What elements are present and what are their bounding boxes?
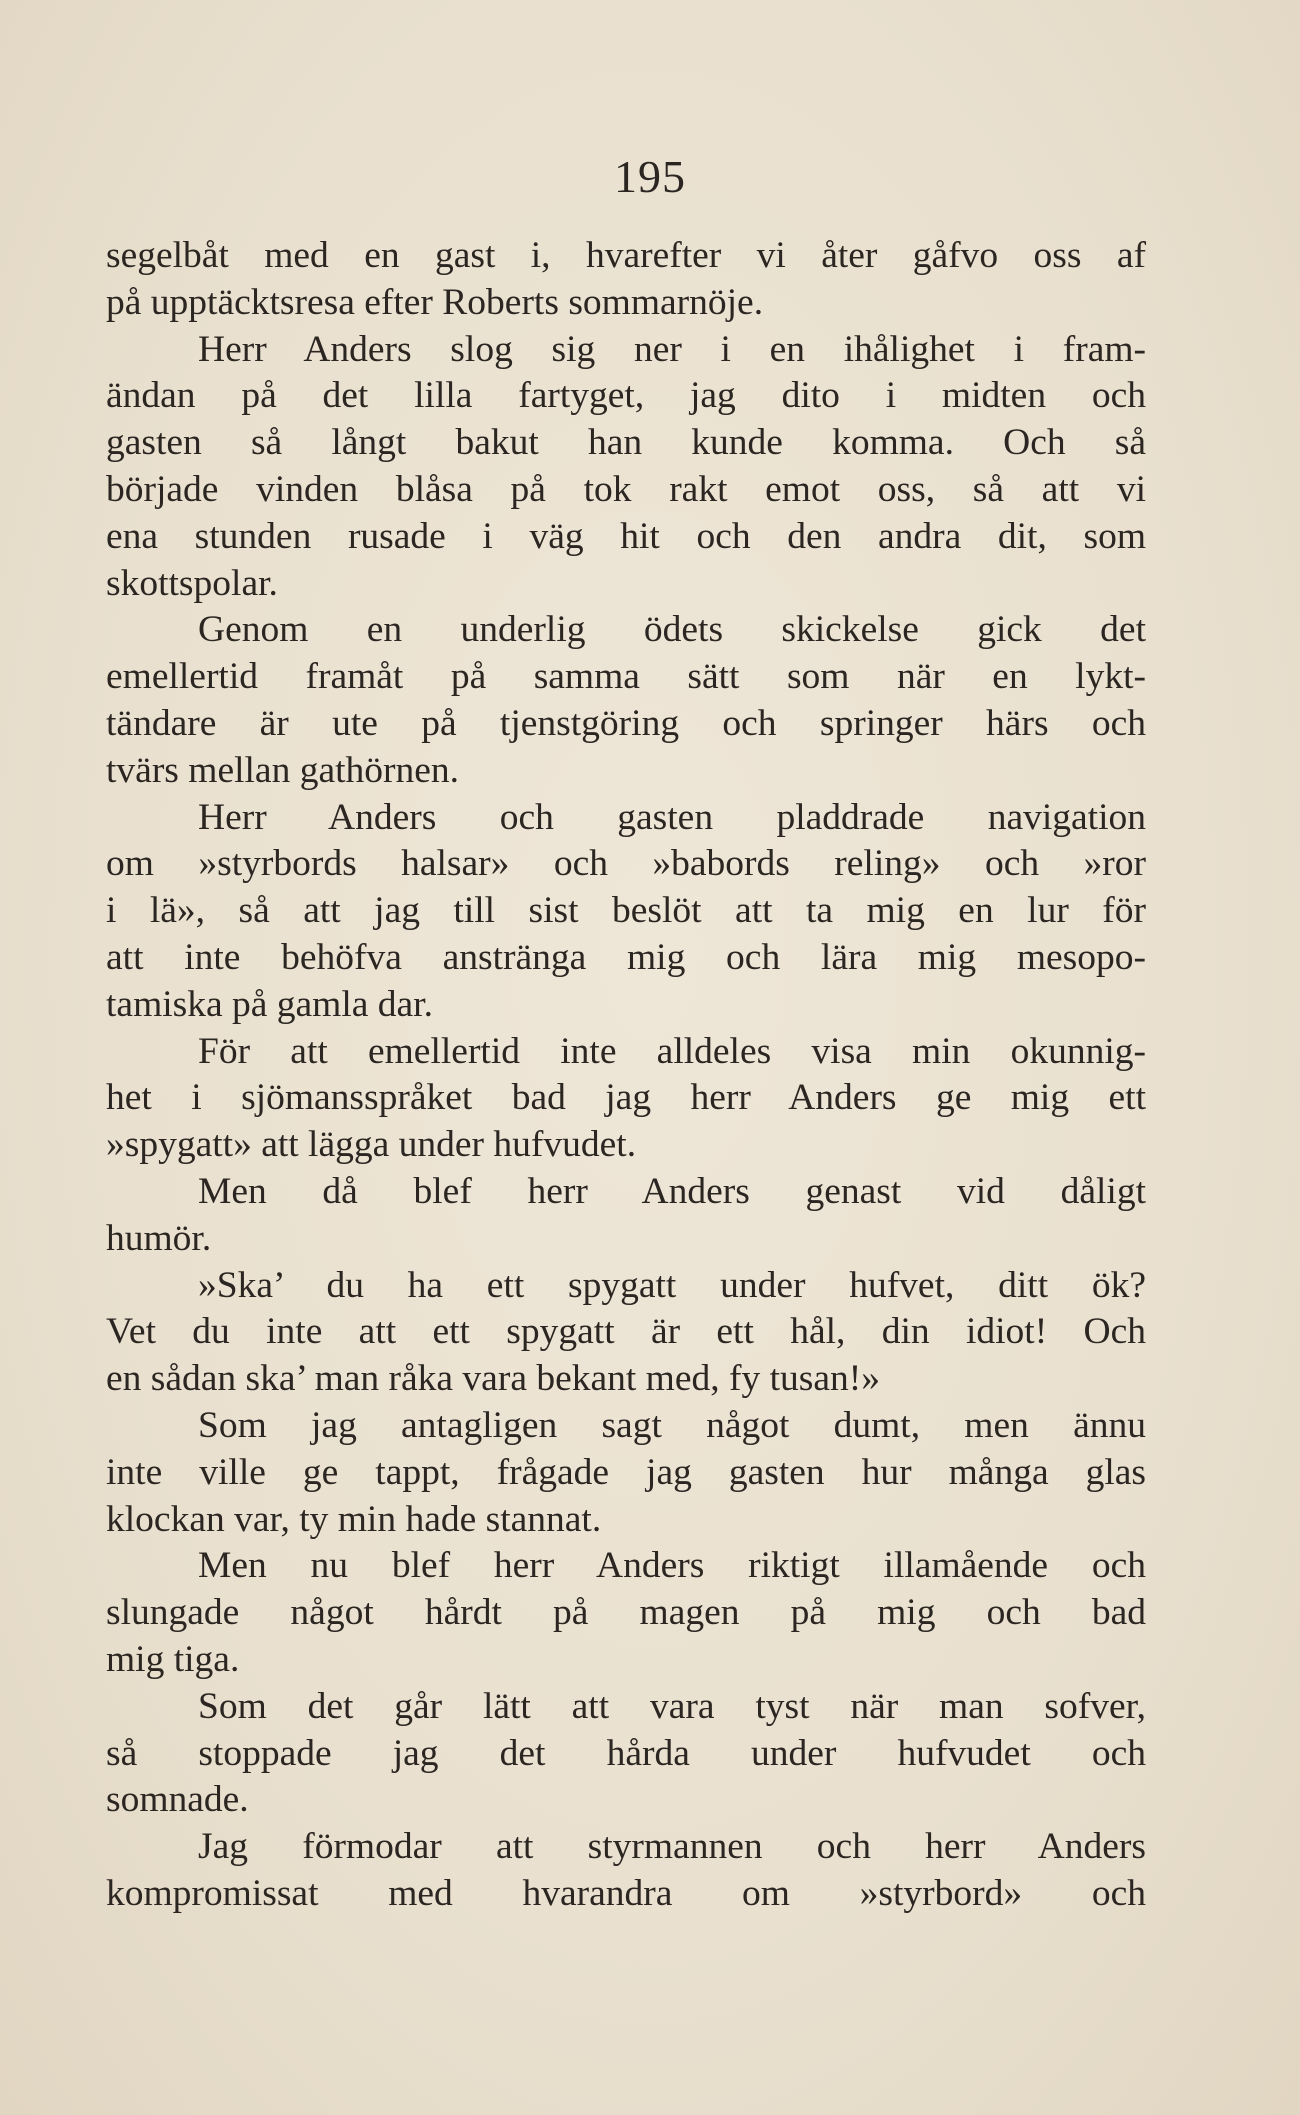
text-line: så stoppade jag det hårda under hufvudet och <box>106 1732 1146 1774</box>
text-line: gasten så långt bakut han kunde komma. Och så <box>106 422 1146 464</box>
text-line: Men nu blef herr Anders riktigt illamående och <box>198 1545 1146 1587</box>
text-line: humör. <box>106 1217 212 1259</box>
text-line: om »styrbords halsar» och »babords reling» och »ror <box>106 843 1146 885</box>
body-text <box>106 233 1146 1918</box>
text-line: Herr Anders slog sig ner i en ihålighet i fram- <box>198 328 1146 370</box>
text-line: en sådan ska’ man råka vara bekant med, fy tusan!» <box>106 1358 880 1400</box>
text-line: på upptäcktsresa efter Roberts sommarnöje. <box>106 281 764 323</box>
text-line: Men då blef herr Anders genast vid dåligt <box>198 1170 1146 1212</box>
text-line: klockan var, ty min hade stannat. <box>106 1498 602 1540</box>
text-line: skottspolar. <box>106 562 278 604</box>
text-line: emellertid framåt på samma sätt som när en lykt- <box>106 656 1146 698</box>
text-line: Herr Anders och gasten pladdrade navigation <box>198 796 1146 838</box>
text-line: mig tiga. <box>106 1638 240 1680</box>
text-line: inte ville ge tappt, frågade jag gasten hur många glas <box>106 1451 1146 1493</box>
text-line: För att emellertid inte alldeles visa min okunnig- <box>198 1030 1146 1072</box>
text-line: tvärs mellan gathörnen. <box>106 749 460 791</box>
text-line: somnade. <box>106 1779 249 1821</box>
text-line: »Ska’ du ha ett spygatt under hufvet, ditt ök? <box>198 1264 1146 1306</box>
text-line: »spygatt» att lägga under hufvudet. <box>106 1124 637 1166</box>
text-line: Som jag antagligen sagt något dumt, men ännu <box>198 1404 1146 1446</box>
text-line: Vet du inte att ett spygatt är ett hål, din idiot! Och <box>106 1311 1146 1353</box>
text-line: att inte behöfva anstränga mig och lära mig mesopo- <box>106 936 1146 978</box>
text-line: i lä», så att jag till sist beslöt att ta mig en lur för <box>106 890 1146 932</box>
text-line: het i sjömansspråket bad jag herr Anders ge mig ett <box>106 1077 1146 1119</box>
text-line: segelbåt med en gast i, hvarefter vi åter gåfvo oss af <box>106 235 1146 276</box>
text-line: tändare är ute på tjenstgöring och springer härs och <box>106 702 1146 744</box>
text-line: Genom en underlig ödets skickelse gick det <box>198 609 1146 651</box>
text-line: Jag förmodar att styrmannen och herr Anders <box>198 1826 1146 1868</box>
text-line: tamiska på gamla dar. <box>106 983 433 1025</box>
text-line: slungade något hårdt på magen på mig och bad <box>106 1592 1146 1634</box>
text-line: ändan på det lilla fartyget, jag dito i midten och <box>106 375 1146 417</box>
text-line: ena stunden rusade i väg hit och den andra dit, som <box>106 515 1146 557</box>
text-line: Som det går lätt att vara tyst när man sofver, <box>198 1685 1146 1727</box>
text-line: kompromissat med hvarandra om »styrbord» och <box>106 1872 1146 1914</box>
page-number: 195 <box>614 151 686 202</box>
text-line: började vinden blåsa på tok rakt emot oss, så att vi <box>106 468 1146 510</box>
